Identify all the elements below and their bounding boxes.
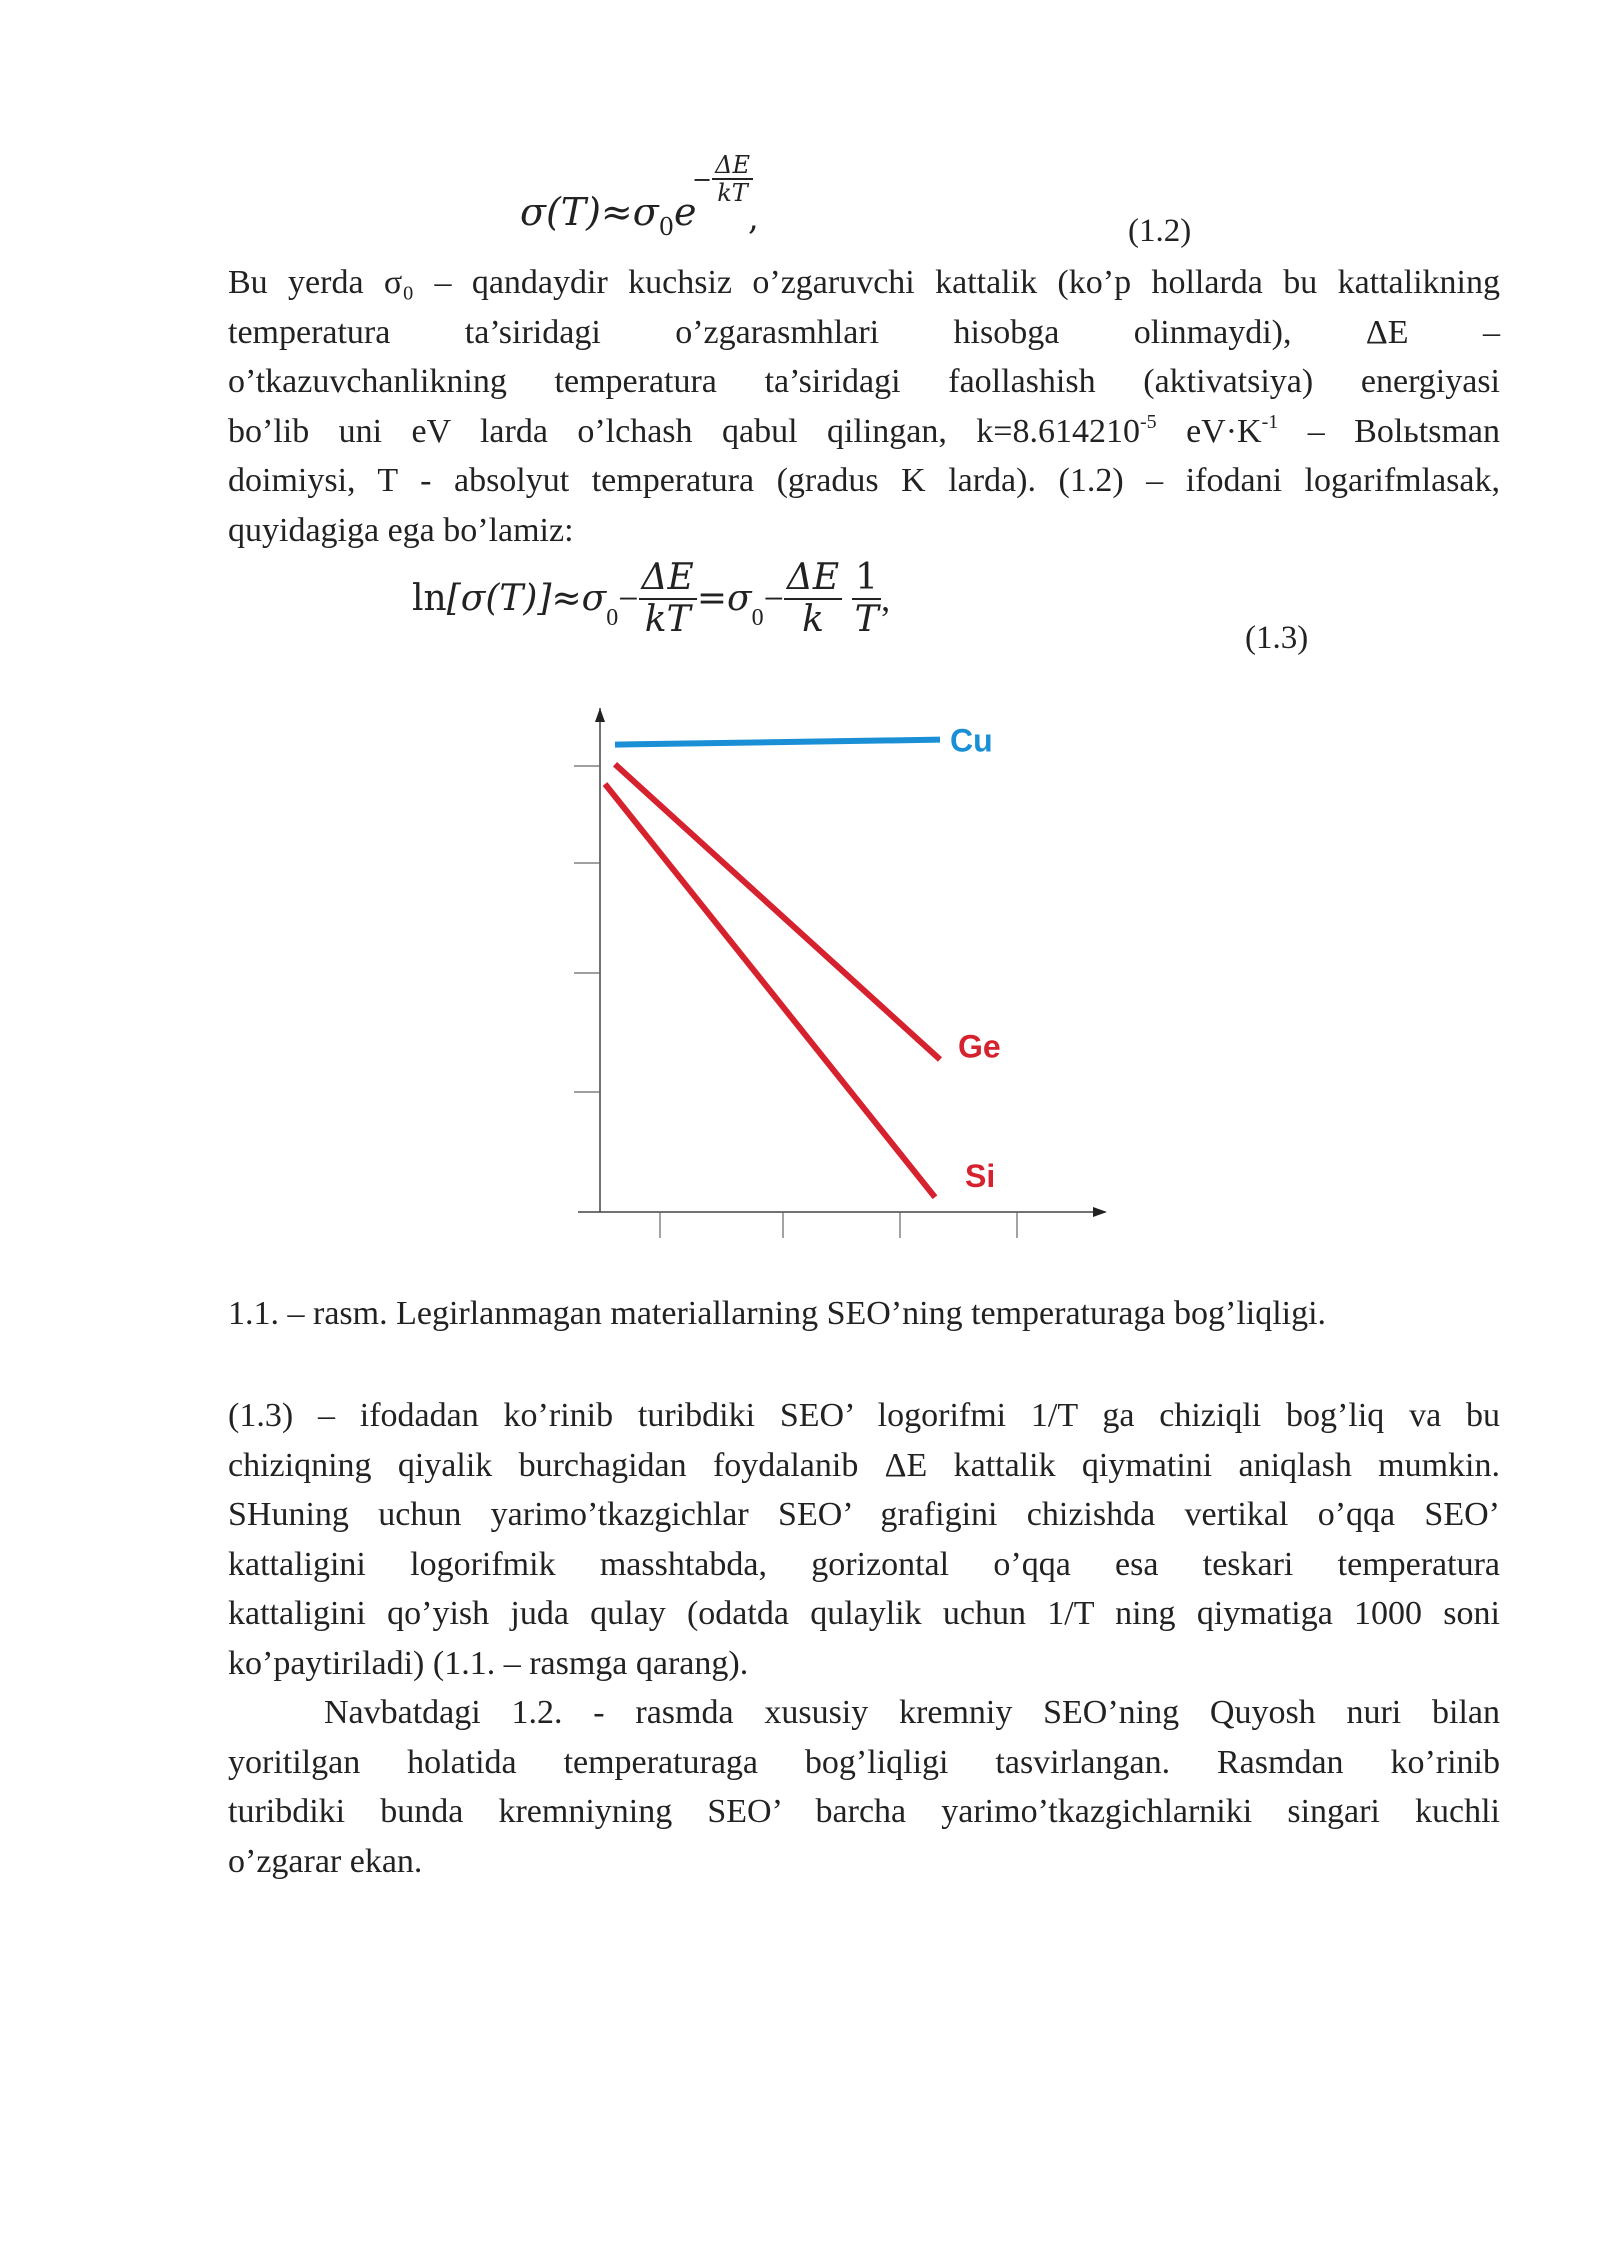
eq2-ln: ln <box>412 578 447 620</box>
para2-line: (1.3) – ifodadan ko’rinib turibdiki SEO’ logorifmi 1/T ga chiziqli bog’liq va bu <box>228 1397 1500 1434</box>
eq2-eq: =σ <box>696 578 752 620</box>
y-axis-arrow <box>595 708 605 722</box>
eq1-lhs: σ(T)≈σ <box>520 190 659 234</box>
series-layer <box>605 723 1001 1198</box>
eq2-number: (1.3) <box>1245 620 1309 656</box>
para2-line: chiziqning qiyalik burchagidan foydalanib ΔE kattalik qiymatini aniqlash mumkin. <box>228 1446 1500 1484</box>
conductivity-chart <box>560 700 1120 1260</box>
eq2-sub2: 0 <box>751 604 764 631</box>
eq2-lhs: [σ(T)]≈σ <box>446 578 607 620</box>
para3-line: yoritilgan holatida temperaturaga bog’liqligi tasvirlangan. Rasmdan ko’rinib <box>228 1743 1500 1781</box>
eq1-sub: 0 <box>658 213 674 241</box>
eq1-trail: , <box>748 198 759 238</box>
eq2-sub: 0 <box>606 604 619 631</box>
series-label-ge: Ge <box>958 1028 1001 1065</box>
eq1-exp-sign: − <box>692 165 713 194</box>
eq2-f1-den: kT <box>644 598 691 640</box>
paragraph-2 <box>228 1391 1500 1688</box>
series-line-si <box>605 784 935 1197</box>
series-label-si: Si <box>965 1158 996 1195</box>
eq2-minus2: − <box>763 578 784 619</box>
para2-line: ko’paytiriladi) (1.1. – rasmga qarang). <box>228 1644 749 1682</box>
paragraph-1 <box>228 258 1500 555</box>
eq2-fraction-2 <box>784 558 842 639</box>
eq2-f2-den: k <box>802 598 824 640</box>
para3-line: Navbatdagi 1.2. - rasmda xususiy kremniy SEO’ning Quyosh nuri bilan <box>324 1694 1500 1731</box>
eq2-minus: − <box>618 578 639 619</box>
eq1-exp-den: kT <box>717 179 748 208</box>
para2-line: kattaligini logorifmik masshtabda, gorizontal o’qqa esa teskari temperatura <box>228 1545 1500 1583</box>
para1-line: quyidagiga ega bo’lamiz: <box>228 511 574 549</box>
para1-line4-sup2: -1 <box>1261 410 1279 433</box>
para2-line: kattaligini qo’yish juda qulay (odatda qulaylik uchun 1/T ning qiymatiga 1000 soni <box>228 1595 1500 1632</box>
para1-line4-post: – Bolьtsman <box>1278 412 1500 450</box>
para1-line: Bu yerda σ₀ – qandaydir kuchsiz o’zgaruvchi kattalik (ko’p hollarda bu kattalikning <box>228 264 1500 301</box>
equation-1-3 <box>412 558 952 648</box>
series-line-ge <box>615 764 940 1059</box>
equation-1-2 <box>520 150 800 250</box>
para1-line4-sup1: -5 <box>1139 410 1157 433</box>
para2-line: SHuning uchun yarimo’tkazgichlar SEO’ grafigini chizishda vertikal o’qqa SEO’ <box>228 1496 1500 1533</box>
para1-line4-pre: bo’lib uni eV larda o’lchash qabul qilingan, k=8.614210 <box>228 412 1140 450</box>
para1-line: doimiysi, T - absolyut temperatura (gradus K larda). (1.2) – ifodani logarifmlasak, <box>228 462 1500 499</box>
eq1-number: (1.2) <box>1128 213 1192 249</box>
paragraph-3 <box>228 1688 1500 1886</box>
eq1-base: e <box>674 190 697 234</box>
para1-line4-mid: eV·K <box>1156 412 1262 450</box>
eq2-f1-num: ΔE <box>639 558 697 600</box>
para1-line: temperatura ta’siridagi o’zgarasmhlari hisobga olinmaydi), ΔE – <box>228 313 1500 351</box>
eq1-exp-num: ΔE <box>712 152 753 180</box>
para1-line-4 <box>228 407 1500 457</box>
eq2-fraction-3 <box>852 558 881 639</box>
para1-line: o’tkazuvchanlikning temperatura ta’siridagi faollashish (aktivatsiya) energiyasi <box>228 363 1500 400</box>
para3-line: turibdiki bunda kremniyning SEO’ barcha yarimo’tkazgichlarniki singari kuchli <box>228 1793 1500 1830</box>
eq2-f3-num: 1 <box>852 558 881 600</box>
eq2-f2-num: ΔE <box>784 558 842 600</box>
eq2-trail: , <box>881 578 891 619</box>
x-axis-arrow <box>1093 1207 1107 1217</box>
eq2-fraction-1 <box>639 558 697 639</box>
eq1-exp-fraction <box>712 152 753 207</box>
figure-caption: 1.1. – rasm. Legirlanmagan materiallarning SEO’ning temperaturaga bog’liqligi. <box>228 1295 1327 1332</box>
series-label-cu: Cu <box>950 722 993 759</box>
para3-line: o’zgarar ekan. <box>228 1842 423 1880</box>
series-line-cu <box>615 740 940 745</box>
eq2-f3-den: T <box>854 598 879 640</box>
